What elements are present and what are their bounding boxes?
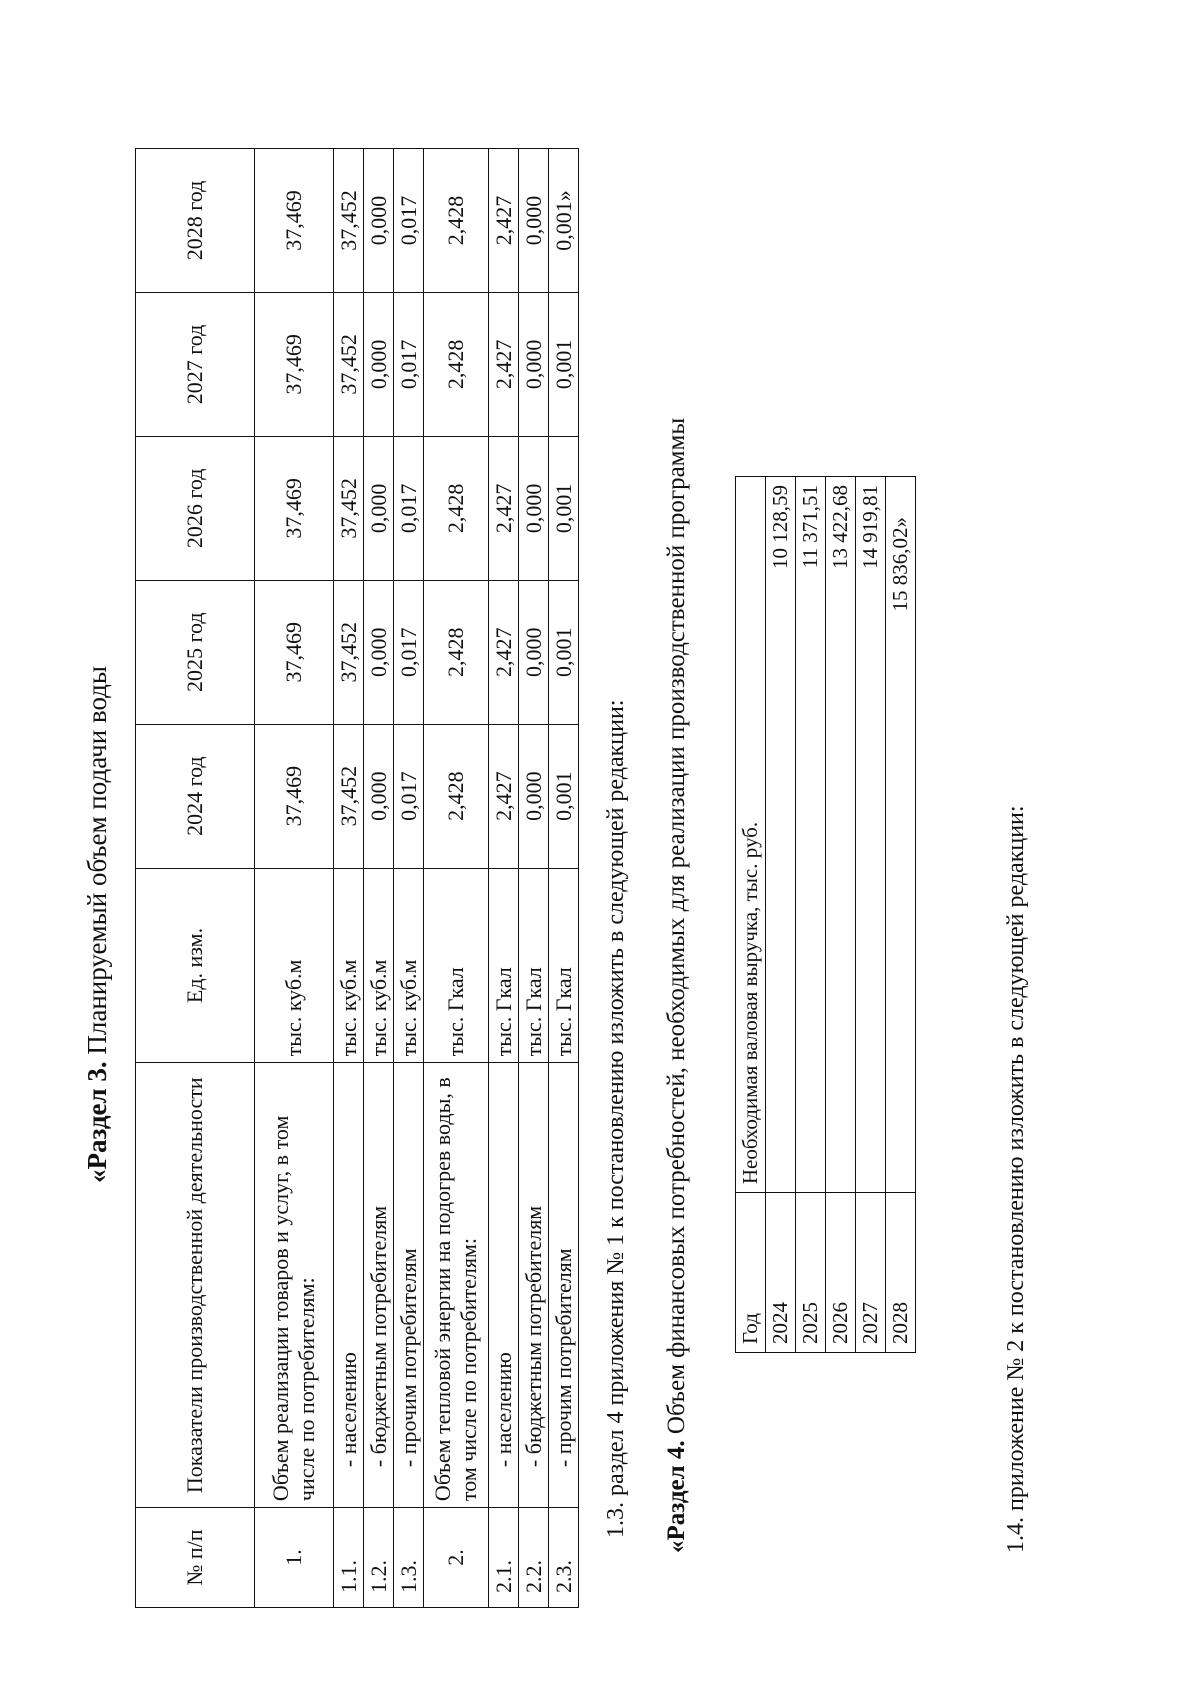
row-value: 0,001	[549, 436, 579, 580]
table-row	[255, 149, 334, 1608]
paragraph-1-4: 1.4. приложение № 2 к постановлению изложить в следующей редакции:	[1003, 805, 1029, 1553]
row-value: 2,428	[424, 436, 489, 580]
row-revenue: 14 919,81	[856, 477, 886, 1193]
row-revenue: 15 836,02»	[886, 477, 916, 1193]
row-name: - населению	[334, 1063, 364, 1508]
table-row	[394, 149, 424, 1608]
row-name: - бюджетным потребителям	[519, 1063, 549, 1508]
row-value: 2,427	[489, 436, 519, 580]
row-value: 0,017	[394, 724, 424, 868]
row-unit: тыс. куб.м	[255, 868, 334, 1063]
row-value: 37,452	[334, 724, 364, 868]
table-row	[796, 477, 826, 1353]
row-unit: тыс. куб.м	[334, 868, 364, 1063]
table-row	[424, 149, 489, 1608]
row-code: 1.1.	[334, 1508, 364, 1608]
row-name: - прочим потребителям	[394, 1063, 424, 1508]
row-value: 0,000	[519, 580, 549, 724]
row-code: 1.3.	[394, 1508, 424, 1608]
row-name: - населению	[489, 1063, 519, 1508]
header-unit: Ед. изм.	[136, 868, 255, 1063]
row-name: - бюджетным потребителям	[364, 1063, 394, 1508]
section3-title-text: Планируемый объем подачи воды	[82, 665, 112, 1062]
table-header-row	[736, 477, 766, 1353]
table-row	[766, 477, 796, 1353]
row-value: 0,000	[364, 149, 394, 293]
section4-title	[663, 418, 691, 1553]
row-revenue: 13 422,68	[826, 477, 856, 1193]
row-revenue: 10 128,59	[766, 477, 796, 1193]
row-value: 0,000	[364, 292, 394, 436]
header-year-2026: 2026 год	[136, 436, 255, 580]
table-row	[519, 149, 549, 1608]
row-code: 1.2.	[364, 1508, 394, 1608]
header-year: Год	[736, 1193, 766, 1353]
row-year: 2027	[856, 1193, 886, 1353]
row-value: 37,452	[334, 149, 364, 293]
header-year-2028: 2028 год	[136, 149, 255, 293]
row-value: 2,427	[489, 292, 519, 436]
row-value: 37,469	[255, 580, 334, 724]
row-value: 2,427	[489, 580, 519, 724]
row-value: 37,469	[255, 149, 334, 293]
row-name: Объем тепловой энергии на подогрев воды, в том числе по потребителям:	[424, 1063, 489, 1508]
row-value: 2,428	[424, 724, 489, 868]
row-unit: тыс. Гкал	[549, 868, 579, 1063]
header-revenue: Необходимая валовая выручка, тыс. руб.	[736, 477, 766, 1193]
row-unit: тыс. Гкал	[519, 868, 549, 1063]
table-row	[886, 477, 916, 1353]
header-year-2025: 2025 год	[136, 580, 255, 724]
row-value: 0,000	[364, 724, 394, 868]
row-value: 0,017	[394, 149, 424, 293]
section4-title-bold: «Раздел 4.	[663, 1440, 690, 1553]
section3-title-bold: «Раздел 3.	[82, 1061, 112, 1183]
row-value: 0,000	[519, 292, 549, 436]
water-supply-table	[135, 148, 579, 1608]
table-header-row	[136, 149, 255, 1608]
row-value: 37,469	[255, 292, 334, 436]
row-value: 2,427	[489, 724, 519, 868]
header-number: № п/п	[136, 1508, 255, 1608]
row-code: 2.3.	[549, 1508, 579, 1608]
table-row	[856, 477, 886, 1353]
row-unit: тыс. Гкал	[489, 868, 519, 1063]
row-value: 0,000	[519, 436, 549, 580]
row-code: 2.1.	[489, 1508, 519, 1608]
row-year: 2024	[766, 1193, 796, 1353]
row-value: 37,469	[255, 436, 334, 580]
row-code: 2.	[424, 1508, 489, 1608]
row-name: Объем реализации товаров и услуг, в том числе по потребителям:	[255, 1063, 334, 1508]
row-code: 2.2.	[519, 1508, 549, 1608]
row-year: 2026	[826, 1193, 856, 1353]
row-unit: тыс. куб.м	[394, 868, 424, 1063]
section3-title	[82, 666, 113, 1183]
row-value: 0,001	[549, 724, 579, 868]
row-value: 0,000	[519, 724, 549, 868]
row-unit: тыс. Гкал	[424, 868, 489, 1063]
row-value: 37,452	[334, 580, 364, 724]
row-revenue: 11 371,51	[796, 477, 826, 1193]
row-unit: тыс. куб.м	[364, 868, 394, 1063]
table-row	[334, 149, 364, 1608]
row-value: 2,427	[489, 149, 519, 293]
row-value: 0,017	[394, 580, 424, 724]
table-row	[364, 149, 394, 1608]
table-row	[549, 149, 579, 1608]
row-value: 2,428	[424, 149, 489, 293]
table-row	[826, 477, 856, 1353]
row-value: 0,000	[364, 436, 394, 580]
row-value: 37,452	[334, 436, 364, 580]
row-year: 2028	[886, 1193, 916, 1353]
row-year: 2025	[796, 1193, 826, 1353]
row-code: 1.	[255, 1508, 334, 1608]
header-year-2027: 2027 год	[136, 292, 255, 436]
row-value: 0,017	[394, 292, 424, 436]
header-indicator: Показатели производственной деятельности	[136, 1063, 255, 1508]
row-value: 0,001	[549, 292, 579, 436]
row-value: 0,000	[519, 149, 549, 293]
row-value: 0,000	[364, 580, 394, 724]
row-value: 2,428	[424, 580, 489, 724]
table-row	[489, 149, 519, 1608]
section4-title-text: Объем финансовых потребностей, необходимых для реализации производственной программы	[663, 417, 690, 1441]
row-value: 2,428	[424, 292, 489, 436]
row-value: 37,469	[255, 724, 334, 868]
row-name: - прочим потребителям	[549, 1063, 579, 1508]
paragraph-1-3: 1.3. раздел 4 приложения № 1 к постановлению изложить в следующей редакции:	[603, 699, 629, 1538]
row-value: 0,017	[394, 436, 424, 580]
row-value: 37,452	[334, 292, 364, 436]
header-year-2024: 2024 год	[136, 724, 255, 868]
financial-needs-table	[735, 476, 916, 1353]
row-value: 0,001»	[549, 149, 579, 293]
row-value: 0,001	[549, 580, 579, 724]
